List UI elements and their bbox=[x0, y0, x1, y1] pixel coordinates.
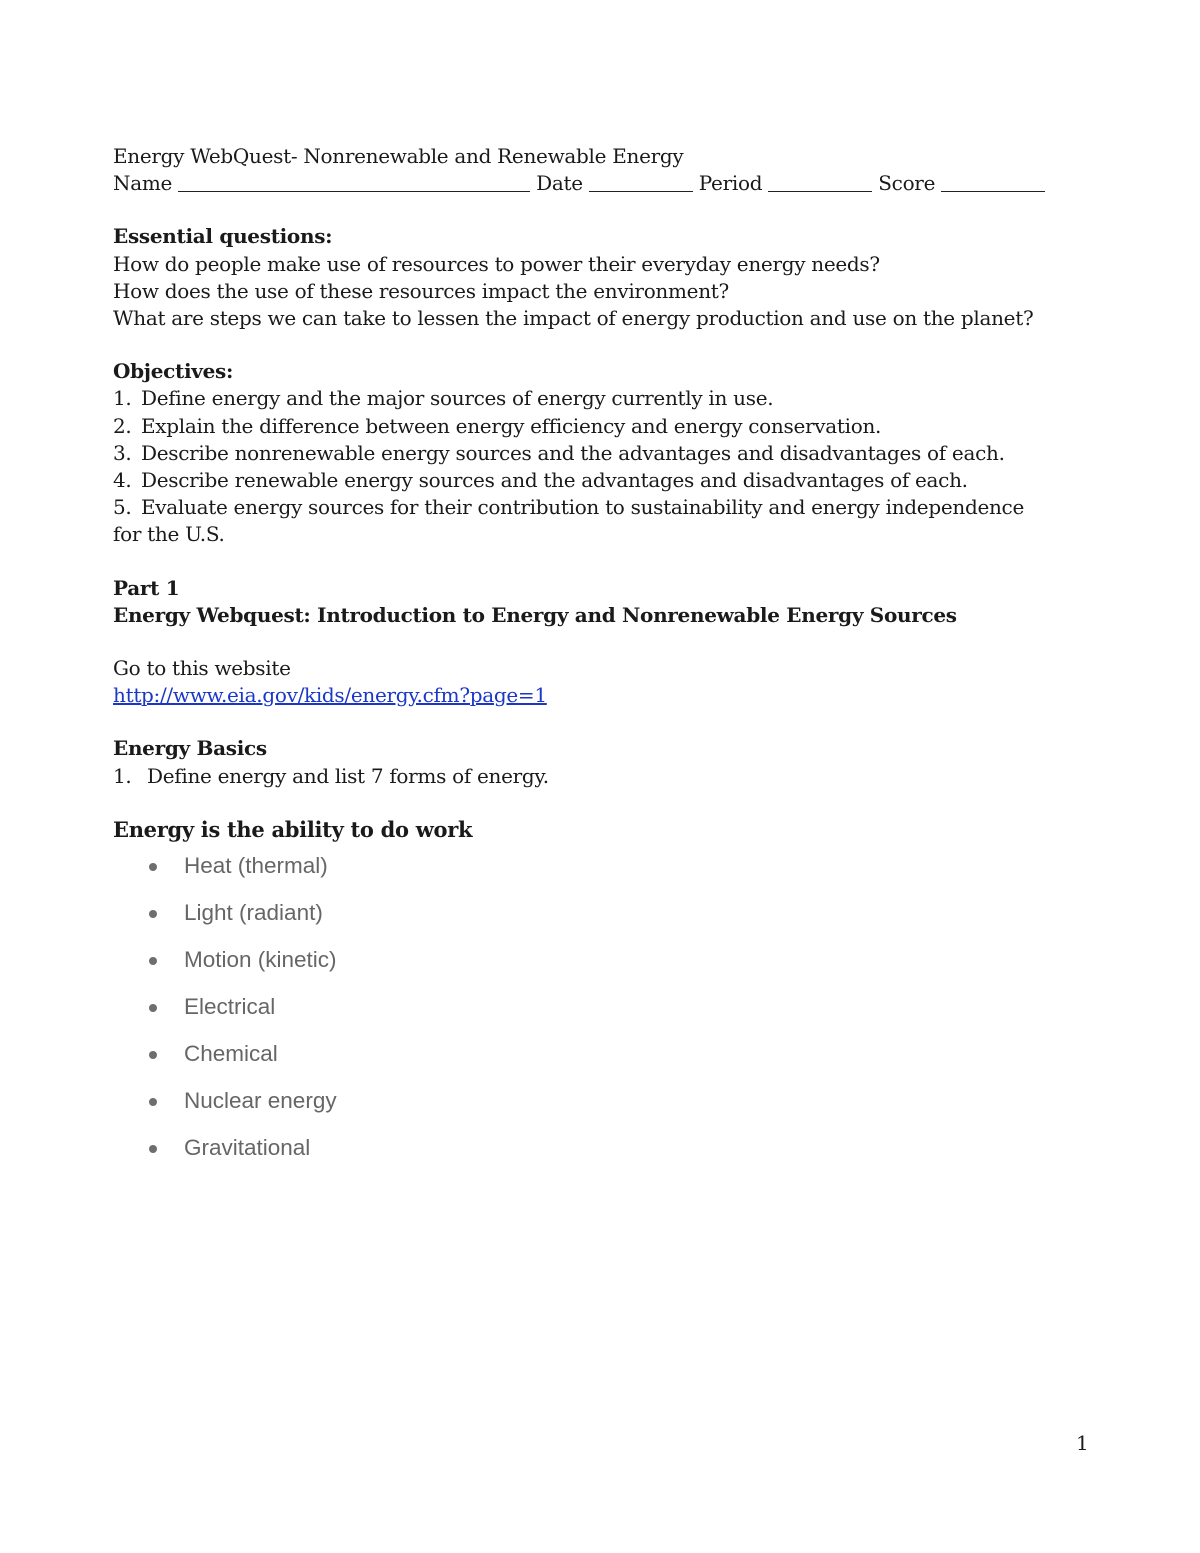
page-number: 1 bbox=[1076, 1431, 1089, 1455]
document-title: Energy WebQuest- Nonrenewable and Renewable Energy bbox=[113, 144, 684, 168]
essential-question: How does the use of these resources impact the environment? bbox=[113, 278, 729, 303]
answer-heading: Energy is the ability to do work bbox=[113, 816, 473, 842]
list-item: Nuclear energy bbox=[149, 1086, 1053, 1133]
list-item: Chemical bbox=[149, 1039, 1053, 1086]
list-item: Heat (thermal) bbox=[149, 851, 1053, 898]
bullet-icon bbox=[149, 1098, 157, 1106]
header-fields bbox=[113, 170, 1053, 197]
list-item: Motion (kinetic) bbox=[149, 945, 1053, 992]
part-title: Energy Webquest: Introduction to Energy and Nonrenewable Energy Sources bbox=[113, 602, 957, 627]
bullet-icon bbox=[149, 863, 157, 871]
date-blank[interactable] bbox=[589, 171, 693, 192]
objective-item: 2. Explain the difference between energy efficiency and energy conservation. bbox=[113, 413, 882, 438]
objective-item: 5. Evaluate energy sources for their contribution to sustainability and energy independence for the U.S. bbox=[113, 495, 1024, 547]
objectives-heading: Objectives: bbox=[113, 359, 234, 384]
document-page bbox=[113, 143, 1053, 1180]
part-label: Part 1 bbox=[113, 575, 180, 600]
essential-questions-heading: Essential questions: bbox=[113, 224, 333, 249]
bullet-icon bbox=[149, 910, 157, 918]
essential-question: What are steps we can take to lessen the impact of energy production and use on the planet? bbox=[113, 306, 1034, 331]
name-blank[interactable] bbox=[178, 171, 530, 192]
list-item: Gravitational bbox=[149, 1133, 1053, 1180]
period-label: Period bbox=[698, 171, 763, 196]
list-item: Light (radiant) bbox=[149, 898, 1053, 945]
name-label: Name bbox=[113, 171, 173, 196]
objective-item: 4. Describe renewable energy sources and the advantages and disadvantages of each. bbox=[113, 468, 968, 493]
bullet-icon bbox=[149, 1051, 157, 1059]
energy-basics-heading: Energy Basics bbox=[113, 736, 267, 761]
bullet-icon bbox=[149, 1145, 157, 1153]
list-item: Electrical bbox=[149, 992, 1053, 1039]
objective-item: 1. Define energy and the major sources of energy currently in use. bbox=[113, 386, 774, 411]
essential-question: How do people make use of resources to power their everyday energy needs? bbox=[113, 251, 880, 276]
goto-instruction: Go to this website bbox=[113, 656, 291, 681]
bullet-icon bbox=[149, 1004, 157, 1012]
date-label: Date bbox=[536, 171, 583, 196]
objective-item: 3. Describe nonrenewable energy sources and the advantages and disadvantages of each. bbox=[113, 440, 1005, 465]
score-blank[interactable] bbox=[941, 171, 1045, 192]
bullet-icon bbox=[149, 957, 157, 965]
website-link[interactable]: http://www.eia.gov/kids/energy.cfm?page=1 bbox=[113, 683, 547, 708]
energy-forms-list bbox=[113, 851, 1053, 1180]
basics-question: 1. Define energy and list 7 forms of energy. bbox=[113, 763, 549, 788]
period-blank[interactable] bbox=[768, 171, 872, 192]
score-label: Score bbox=[878, 171, 936, 196]
